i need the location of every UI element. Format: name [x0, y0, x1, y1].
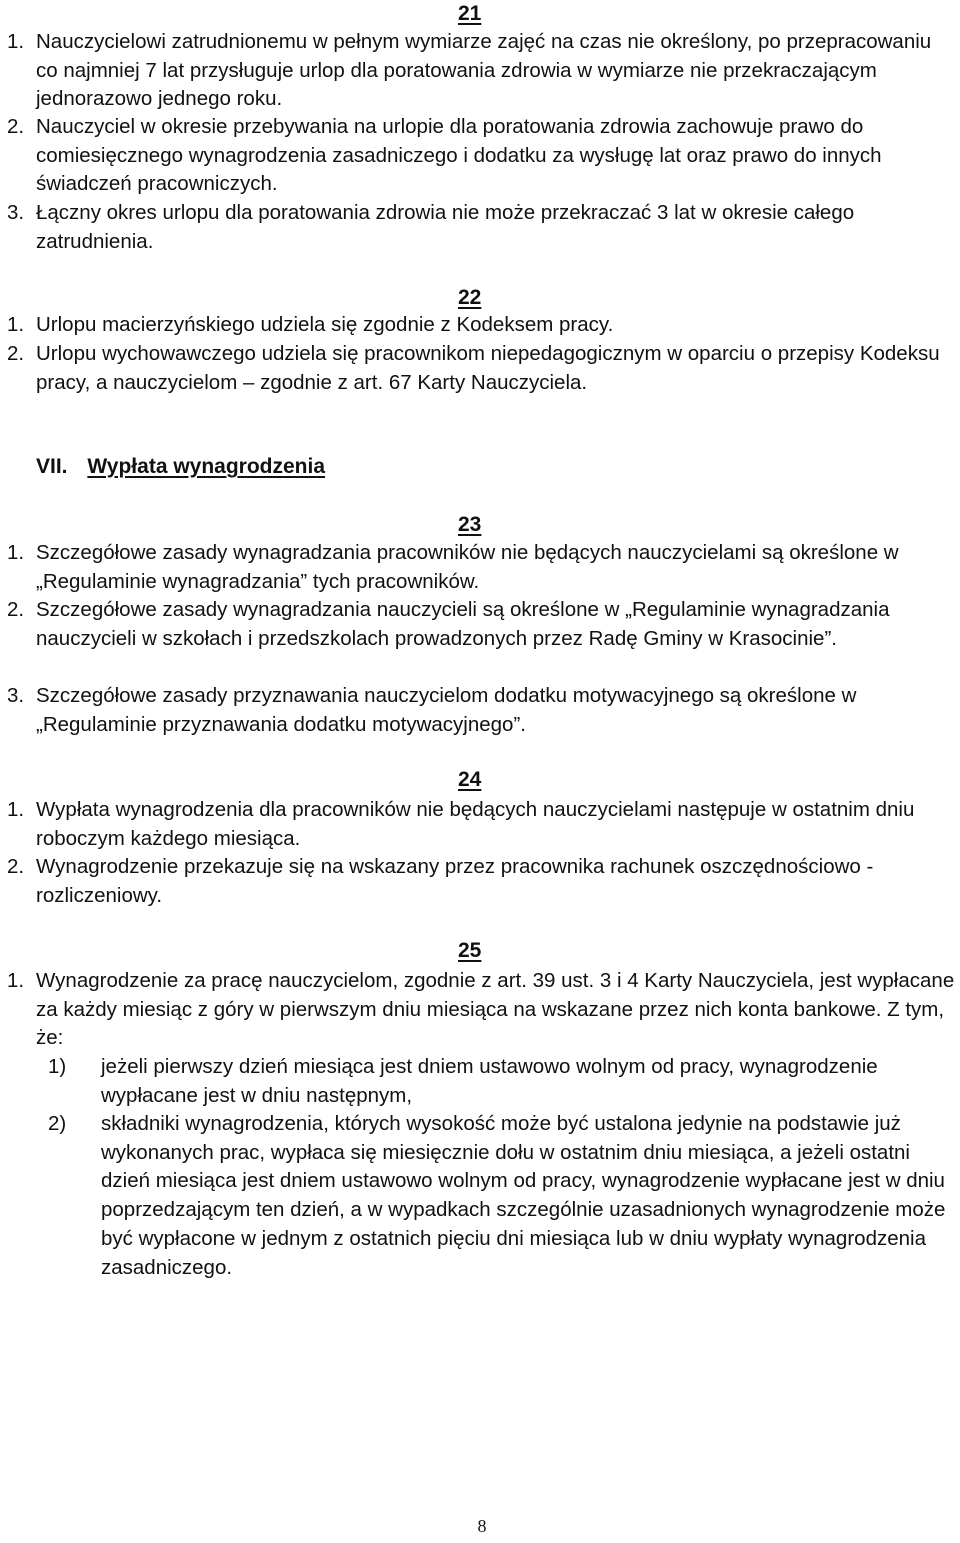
paragraph-text: Wypłata wynagrodzenia dla pracowników nie będących nauczycielami następuje w ostatnim dniu roboczym każdego miesiąca. — [36, 798, 915, 850]
list-item-25-1 — [48, 1053, 958, 1110]
chapter-title: Wypłata wynagrodzenia — [87, 455, 326, 478]
paragraph-number: 1. — [7, 541, 25, 564]
paragraph-text: Urlopu macierzyńskiego udziela się zgodnie z Kodeksem pracy. — [36, 313, 614, 336]
paragraph-21-2 — [7, 113, 957, 199]
list-item-number: 2) — [48, 1112, 67, 1135]
paragraph-24-2 — [7, 853, 957, 910]
list-item-text: jeżeli pierwszy dzień miesiąca jest dniem ustawowo wolnym od pracy, wynagrodzenie wypłacane jest w dniu następnym, — [101, 1055, 878, 1107]
paragraph-number: 1. — [7, 313, 25, 336]
paragraph-text: Wynagrodzenie przekazuje się na wskazany przez pracownika rachunek oszczędnościowo - rozliczeniowy. — [36, 855, 874, 907]
section-heading-24: 24 — [458, 768, 482, 791]
chapter-number: VII. — [36, 455, 68, 478]
paragraph-23-1 — [7, 539, 957, 596]
paragraph-text: Szczegółowe zasady przyznawania nauczycielom dodatku motywacyjnego są określone w „Regulaminie przyznawania dodatku motywacyjnego”. — [36, 684, 857, 736]
paragraph-text: Wynagrodzenie za pracę nauczycielom, zgodnie z art. 39 ust. 3 i 4 Karty Nauczyciela, jest wypłacane za każdy miesiąc z góry w pierwszym dniu miesiąca na wskazane przez nich konta bankowe. Z tym, że: — [36, 969, 955, 1050]
paragraph-22-1 — [7, 311, 957, 340]
list-item-number: 1) — [48, 1055, 67, 1078]
paragraph-number: 3. — [7, 201, 25, 224]
paragraph-number: 1. — [7, 798, 25, 821]
paragraph-text: Nauczycielowi zatrudnionemu w pełnym wymiarze zajęć na czas nie określony, po przepracowaniu co najmniej 7 lat przysługuje urlop dla poratowania zdrowia w wymiarze nie przekraczającym jednorazowo jednego roku. — [36, 30, 932, 111]
chapter-heading — [36, 455, 325, 479]
paragraph-number: 2. — [7, 342, 25, 365]
paragraph-23-2 — [7, 596, 957, 653]
paragraph-21-1 — [7, 28, 957, 114]
section-heading-21: 21 — [458, 2, 482, 25]
page-number: 8 — [477, 1516, 487, 1536]
paragraph-text: Łączny okres urlopu dla poratowania zdrowia nie może przekraczać 3 lat w okresie całego zatrudnienia. — [36, 201, 855, 253]
paragraph-text: Nauczyciel w okresie przebywania na urlopie dla poratowania zdrowia zachowuje prawo do comiesięcznego wynagrodzenia zasadniczego i dodatku za wysługę lat oraz prawo do innych świadczeń pracowniczych. — [36, 115, 882, 196]
paragraph-text: Urlopu wychowawczego udziela się pracownikom niepedagogicznym w oparciu o przepisy Kodeksu pracy, a nauczycielom – zgodnie z art. 67 Karty Nauczyciela. — [36, 342, 940, 394]
paragraph-24-1 — [7, 796, 957, 853]
paragraph-21-3 — [7, 199, 957, 256]
paragraph-number: 3. — [7, 684, 25, 707]
section-heading-25: 25 — [458, 939, 482, 962]
section-heading-22: 22 — [458, 286, 482, 309]
paragraph-23-3 — [7, 682, 957, 739]
paragraph-number: 2. — [7, 115, 25, 138]
section-heading-23: 23 — [458, 513, 482, 536]
paragraph-number: 2. — [7, 855, 25, 878]
paragraph-number: 2. — [7, 598, 25, 621]
paragraph-text: Szczegółowe zasady wynagradzania pracowników nie będących nauczycielami są określone w „Regulaminie wynagradzania” tych pracowników. — [36, 541, 899, 593]
paragraph-text: Szczegółowe zasady wynagradzania nauczycieli są określone w „Regulaminie wynagradzania nauczycieli w szkołach i przedszkolach prowadzonych przez Radę Gminy w Krasocinie”. — [36, 598, 890, 650]
paragraph-25-1 — [7, 967, 957, 1053]
list-item-25-2 — [48, 1110, 958, 1282]
paragraph-22-2 — [7, 340, 957, 397]
list-item-text: składniki wynagrodzenia, których wysokość może być ustalona jedynie na podstawie już wykonanych prac, wypłaca się miesięcznie dołu w ostatnim dniu miesiąca, a jeżeli ostatni dzień miesiąca jest dniem ustawowo wolnym od pracy, wynagrodzenie wypłacane jest w dniu poprzedzającym ten dzień, a w wypadkach szczególnie uzasadnionych wynagrodzenie może być wypłacone w jednym z ostatnich pięciu dni miesiąca lub w dniu wypłaty wynagrodzenia zasadniczego. — [101, 1112, 946, 1279]
paragraph-number: 1. — [7, 30, 25, 53]
paragraph-number: 1. — [7, 969, 25, 992]
